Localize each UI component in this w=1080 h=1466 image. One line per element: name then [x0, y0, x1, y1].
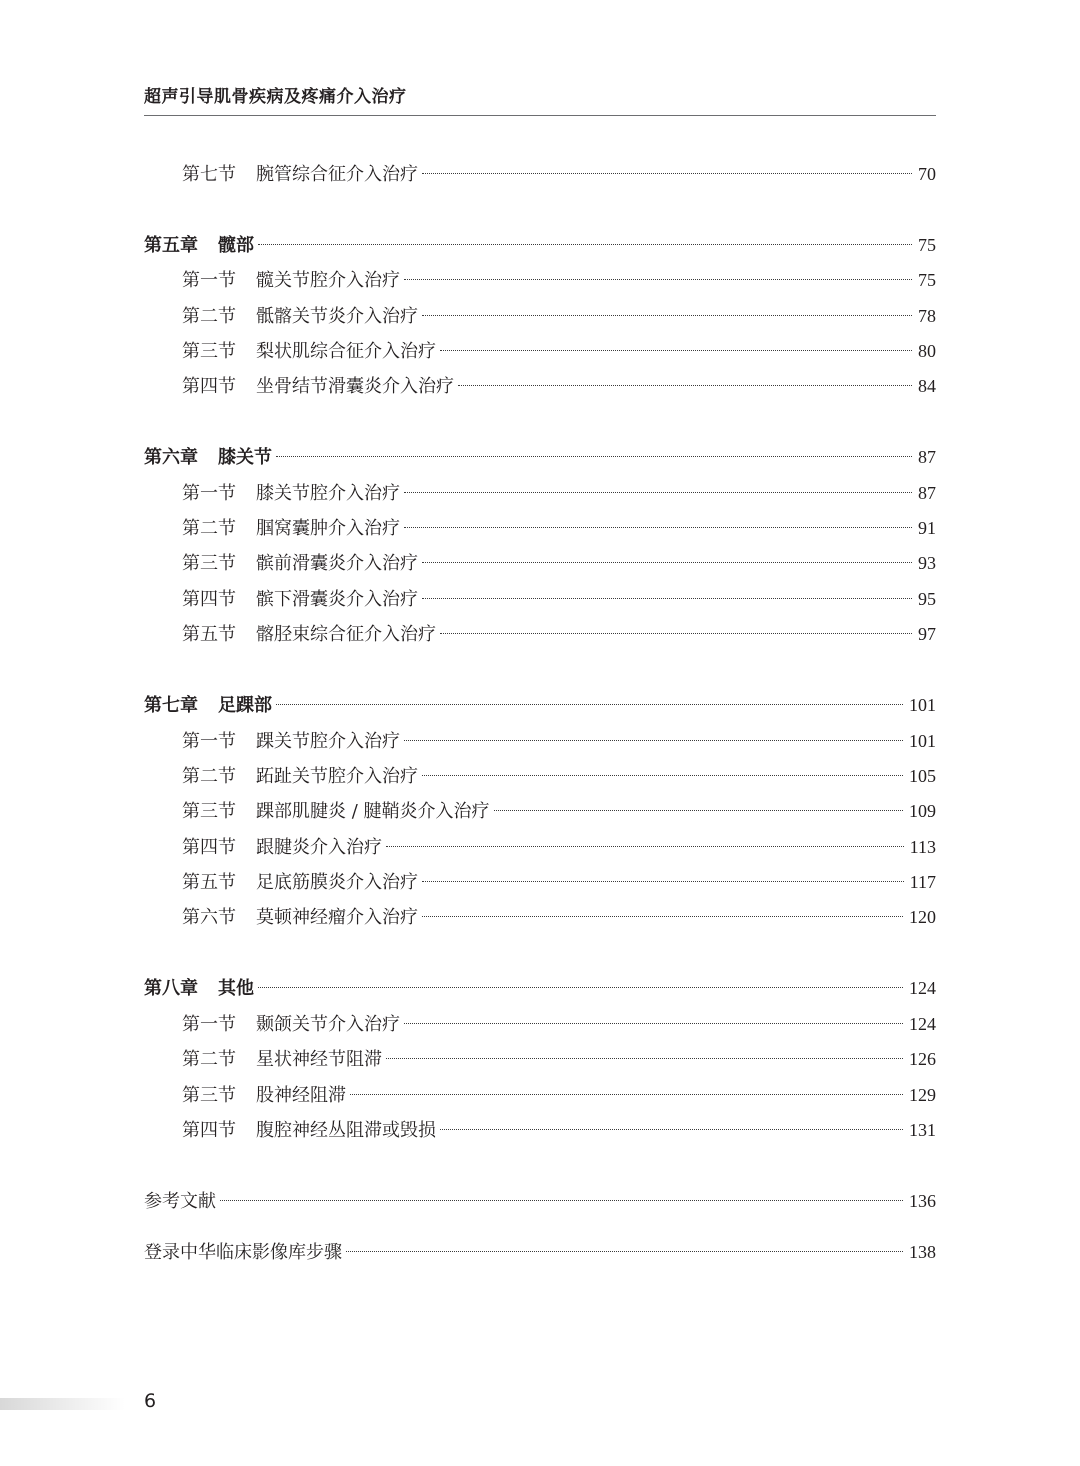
section-title: 膝关节腔介入治疗: [256, 483, 400, 504]
page-ref: 129: [909, 1085, 936, 1105]
section-number: 第五节: [182, 872, 236, 893]
dot-leader: [422, 562, 912, 563]
page-ref: 131: [909, 1120, 936, 1140]
toc-chapter-row: [144, 442, 936, 472]
section-title: 坐骨结节滑囊炎介入治疗: [256, 376, 454, 397]
toc-section-row: [144, 478, 936, 508]
toc-section-row: [144, 1080, 936, 1110]
page-ref: 80: [918, 341, 936, 361]
chapter-number: 第七章: [144, 695, 198, 716]
toc-section-row: [144, 796, 936, 826]
toc-section-row: [144, 761, 936, 791]
section-number: 第二节: [182, 518, 236, 539]
chapter-number: 第五章: [144, 235, 198, 256]
dot-leader: [404, 740, 903, 741]
section-title: 腕管综合征介入治疗: [256, 164, 418, 185]
page-ref: 136: [909, 1191, 936, 1211]
chapter-number: 第八章: [144, 978, 198, 999]
section-number: 第一节: [182, 270, 236, 291]
page-ref: 70: [918, 164, 936, 184]
dot-leader: [422, 173, 912, 174]
section-number: 第三节: [182, 341, 236, 362]
toc-section-row: [144, 513, 936, 543]
toc-section-row: [144, 1009, 936, 1039]
page-ref: 109: [909, 801, 936, 821]
section-title: 踝部肌腱炎 / 腱鞘炎介入治疗: [256, 801, 490, 822]
entry-title: 登录中华临床影像库步骤: [144, 1242, 342, 1263]
chapter-title: 其他: [218, 978, 254, 999]
dot-leader: [422, 916, 903, 917]
dot-leader: [422, 598, 912, 599]
dot-leader: [458, 385, 912, 386]
section-number: 第二节: [182, 1049, 236, 1070]
section-number: 第二节: [182, 766, 236, 787]
footer-gradient-bar: [0, 1398, 125, 1410]
section-title: 星状神经节阻滞: [256, 1049, 382, 1070]
section-title: 髂胫束综合征介入治疗: [256, 624, 436, 645]
page-ref: 95: [918, 589, 936, 609]
toc-standalone-row: [144, 1237, 936, 1267]
chapter-number: 第六章: [144, 447, 198, 468]
toc-section-row: [144, 832, 936, 862]
toc-section-row: [144, 301, 936, 331]
section-number: 第一节: [182, 1014, 236, 1035]
section-title: 髌前滑囊炎介入治疗: [256, 553, 418, 574]
dot-leader: [386, 1058, 903, 1059]
toc-section-row: [144, 867, 936, 897]
page-ref: 138: [909, 1242, 936, 1262]
toc-section-row: [144, 1044, 936, 1074]
dot-leader: [440, 1129, 903, 1130]
section-title: 髌下滑囊炎介入治疗: [256, 589, 418, 610]
page-ref: 105: [909, 766, 936, 786]
dot-leader: [404, 279, 912, 280]
page-number: 6: [144, 1390, 157, 1412]
section-number: 第四节: [182, 1120, 236, 1141]
section-number: 第三节: [182, 1085, 236, 1106]
section-title: 莫顿神经瘤介入治疗: [256, 907, 418, 928]
dot-leader: [346, 1251, 903, 1252]
toc-section-row: [144, 1115, 936, 1145]
toc-section-row: [144, 371, 936, 401]
header-divider: [144, 115, 936, 116]
page-ref: 97: [918, 624, 936, 644]
dot-leader: [404, 527, 912, 528]
book-title-header: 超声引导肌骨疾病及疼痛介入治疗: [144, 87, 407, 107]
dot-leader: [404, 492, 912, 493]
page-ref: 120: [909, 907, 936, 927]
section-title: 股神经阻滞: [256, 1085, 346, 1106]
section-number: 第一节: [182, 731, 236, 752]
toc-section-row: [144, 159, 936, 189]
dot-leader: [440, 633, 912, 634]
section-title: 髋关节腔介入治疗: [256, 270, 400, 291]
section-number: 第五节: [182, 624, 236, 645]
section-title: 腘窝囊肿介入治疗: [256, 518, 400, 539]
dot-leader: [422, 881, 904, 882]
chapter-title: 髋部: [218, 235, 254, 256]
toc-chapter-row: [144, 690, 936, 720]
chapter-title: 膝关节: [218, 447, 272, 468]
toc-section-row: [144, 336, 936, 366]
toc-section-row: [144, 584, 936, 614]
toc-section-row: [144, 619, 936, 649]
page-ref: 84: [918, 376, 936, 396]
page-ref: 126: [909, 1049, 936, 1069]
section-number: 第一节: [182, 483, 236, 504]
dot-leader: [258, 987, 903, 988]
dot-leader: [276, 456, 912, 457]
page-ref: 75: [918, 270, 936, 290]
section-title: 跖趾关节腔介入治疗: [256, 766, 418, 787]
page-ref: 117: [909, 872, 936, 892]
dot-leader: [422, 315, 912, 316]
toc-section-row: [144, 726, 936, 756]
dot-leader: [220, 1200, 903, 1201]
section-title: 跟腱炎介入治疗: [256, 837, 382, 858]
section-number: 第二节: [182, 306, 236, 327]
section-number: 第四节: [182, 376, 236, 397]
section-number: 第七节: [182, 164, 236, 185]
section-title: 骶髂关节炎介入治疗: [256, 306, 418, 327]
page-ref: 75: [918, 235, 936, 255]
toc-section-row: [144, 902, 936, 932]
section-number: 第三节: [182, 553, 236, 574]
page-ref: 87: [918, 483, 936, 503]
section-number: 第三节: [182, 801, 236, 822]
page-ref: 87: [918, 447, 936, 467]
page-ref: 78: [918, 306, 936, 326]
page-ref: 124: [909, 1014, 936, 1034]
section-title: 颞颌关节介入治疗: [256, 1014, 400, 1035]
dot-leader: [386, 846, 904, 847]
dot-leader: [440, 350, 912, 351]
toc-chapter-row: [144, 230, 936, 260]
section-title: 踝关节腔介入治疗: [256, 731, 400, 752]
toc-standalone-row: [144, 1186, 936, 1216]
dot-leader: [276, 704, 903, 705]
section-number: 第四节: [182, 837, 236, 858]
dot-leader: [258, 244, 912, 245]
section-title: 梨状肌综合征介入治疗: [256, 341, 436, 362]
toc-section-row: [144, 548, 936, 578]
dot-leader: [350, 1094, 903, 1095]
page-ref: 113: [909, 837, 936, 857]
toc-section-row: [144, 265, 936, 295]
dot-leader: [494, 810, 903, 811]
dot-leader: [404, 1023, 903, 1024]
page-ref: 93: [918, 553, 936, 573]
page-ref: 91: [918, 518, 936, 538]
entry-title: 参考文献: [144, 1191, 216, 1212]
section-title: 足底筋膜炎介入治疗: [256, 872, 418, 893]
dot-leader: [422, 775, 903, 776]
toc-chapter-row: [144, 973, 936, 1003]
section-number: 第六节: [182, 907, 236, 928]
section-number: 第四节: [182, 589, 236, 610]
chapter-title: 足踝部: [218, 695, 272, 716]
page-ref: 101: [909, 695, 936, 715]
section-title: 腹腔神经丛阻滞或毁损: [256, 1120, 436, 1141]
page-ref: 101: [909, 731, 936, 751]
page-ref: 124: [909, 978, 936, 998]
